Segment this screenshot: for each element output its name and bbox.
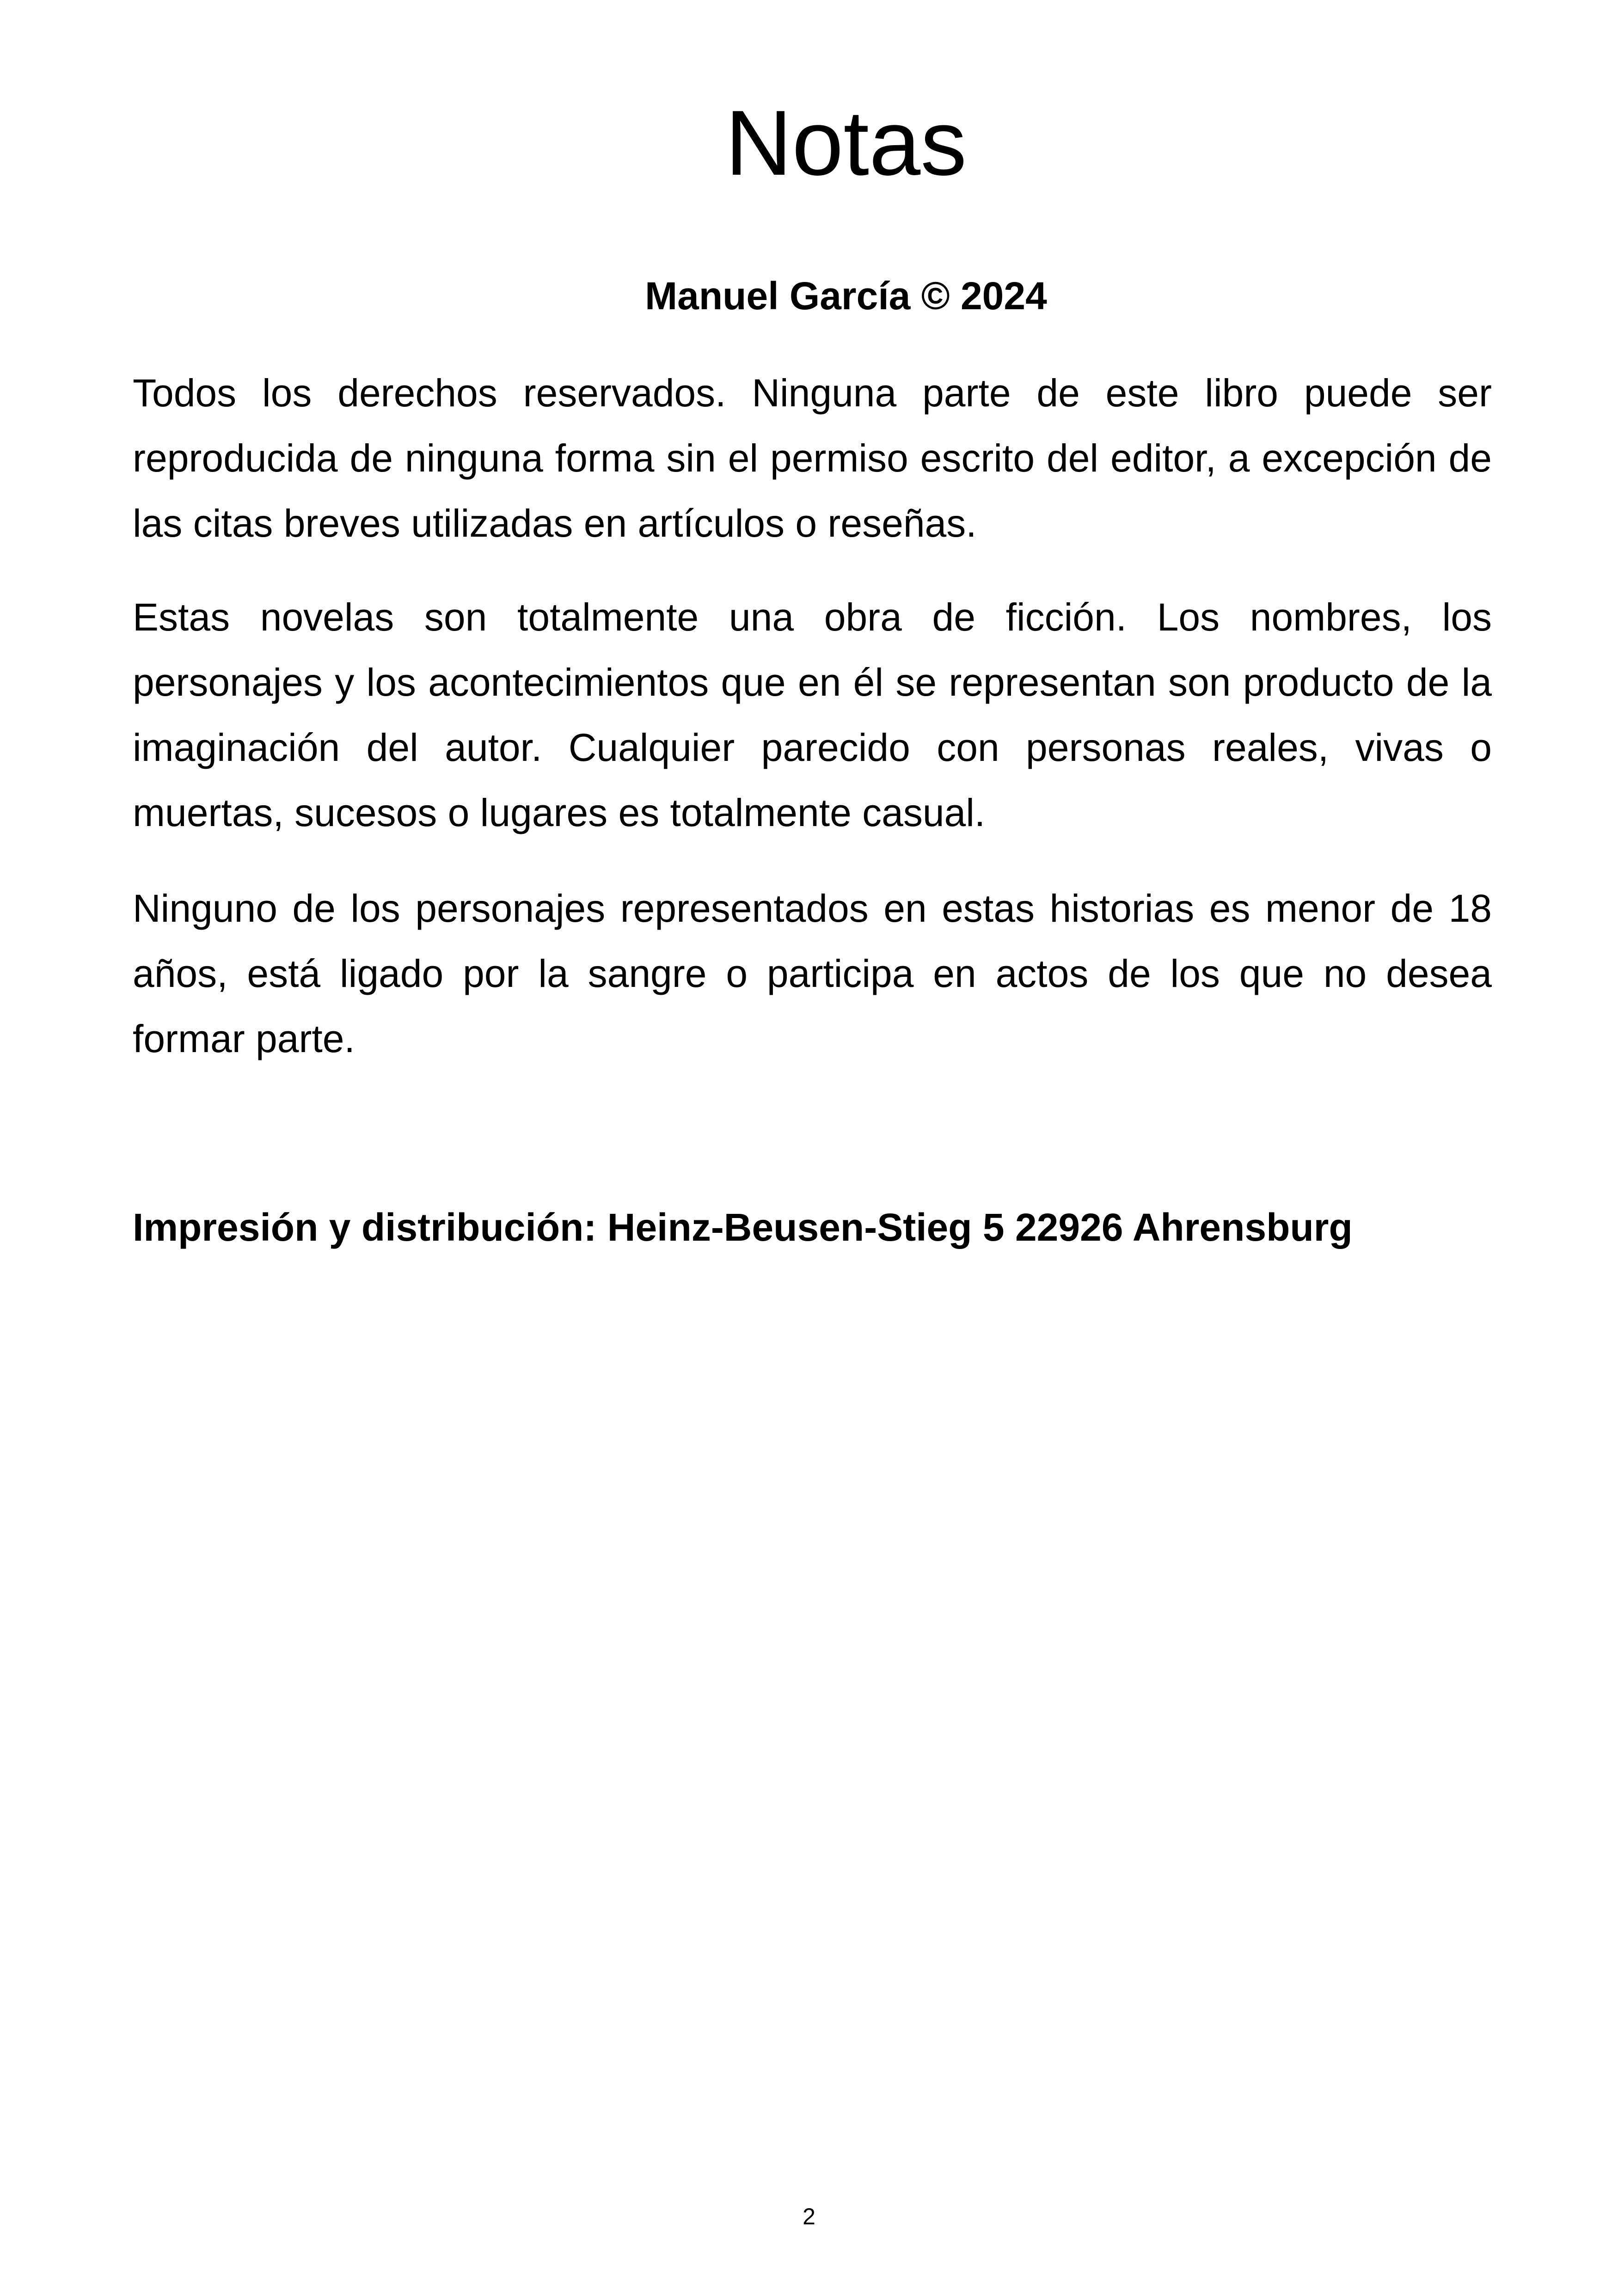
fiction-disclaimer-paragraph: Estas novelas son totalmente una obra de ficción. Los nombres, los personajes y los acontecimientos que en él se representan son producto de la imaginación del autor. Cualquier parecido con personas reales, vivas o muertas, sucesos o lugares es totalmente casual. <box>133 595 1492 834</box>
author-copyright-line: Manuel García © 2024 <box>645 274 1047 318</box>
age-disclaimer-paragraph: Ninguno de los personajes representados en estas historias es menor de 18 años, está ligado por la sangre o participa en actos de los que no desea formar parte. <box>133 887 1492 1060</box>
page-number: 2 <box>803 2204 815 2229</box>
rights-paragraph: Todos los derechos reservados. Ninguna parte de este libro puede ser reproducida de ninguna forma sin el permiso escrito del editor, a excepción de las citas breves utilizadas en artículos o reseñas. <box>133 371 1492 545</box>
page-title: Notas <box>725 92 967 195</box>
imprint-line: Impresión y distribución: Heinz-Beusen-Stieg 5 22926 Ahrensburg <box>133 1206 1353 1249</box>
